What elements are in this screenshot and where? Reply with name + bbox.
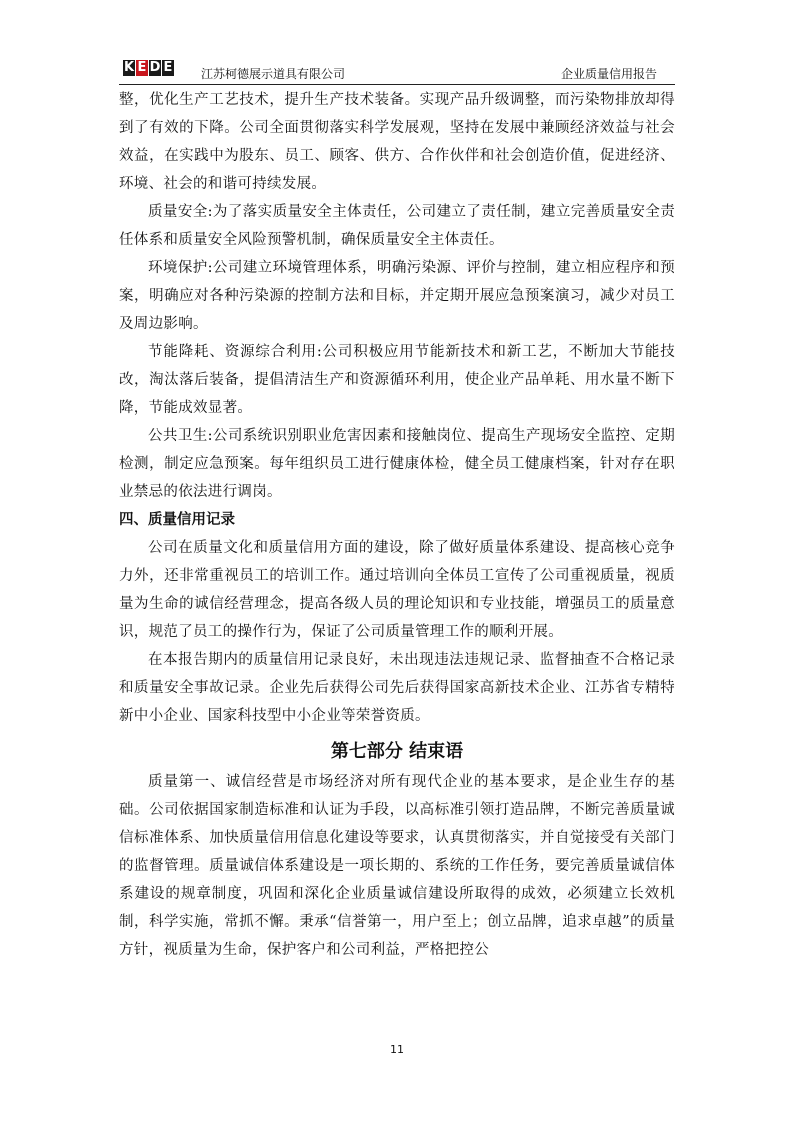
report-title: 企业质量信用报告 bbox=[560, 67, 657, 81]
paragraph-conclusion: 质量第一、诚信经营是市场经济对所有现代企业的基本要求，是企业生存的基础。公司依据国家制造标准和认证为手段，以高标准引领打造品牌，不断完善质量诚信标准体系、加快质量信用信息化建设等要求，认真贯彻落实，并自觉接受有关部门的监督管理。质量诚信体系建设是一项长期的、系统的工作任务，要完善质量诚信体系建设的规章制度，巩固和深化企业质量诚信建设所取得的成效，必须建立长效机制，科学实施，常抓不懈。秉承“信誉第一，用户至上；创立品牌，追求卓越”的质量方针，视质量为生命，保护客户和公司利益，严格把控公 bbox=[119, 774, 675, 958]
company-name: 江苏柯德展示道具有限公司 bbox=[201, 67, 346, 81]
logo-letter-e2: E bbox=[163, 60, 173, 75]
paragraph-quality-culture: 公司在质量文化和质量信用方面的建设，除了做好质量体系建设、提高核心竞争力外，还非常重视员工的培训工作。通过培训向全体员工宣传了公司重视质量，视质量为生命的诚信经营理念，提高各级人员的理论知识和专业技能，增强员工的质量意识，规范了员工的操作行为，保证了公司质量管理工作的顺利开展。 bbox=[119, 540, 675, 640]
logo-letter-e1: E bbox=[137, 60, 147, 75]
logo-letter-d: D bbox=[149, 60, 161, 75]
paragraph-energy-saving: 节能降耗、资源综合利用:公司积极应用节能新技术和新工艺，不断加大节能技改，淘汰落后装备，提倡清洁生产和资源循环利用，使企业产品单耗、用水量不断下降，节能成效显著。 bbox=[119, 344, 675, 416]
part-heading-conclusion: 第七部分 结束语 bbox=[330, 741, 464, 762]
logo-letter-k: K bbox=[123, 60, 135, 75]
paragraph-environment: 环境保护:公司建立环境管理体系，明确污染源、评价与控制，建立相应程序和预案，明确应对各种污染源的控制方法和目标，并定期开展应急预案演习，减少对员工及周边影响。 bbox=[119, 260, 675, 332]
paragraph-credit-record: 在本报告期内的质量信用记录良好，未出现违法违规记录、监督抽查不合格记录和质量安全事故记录。企业先后获得公司先后获得国家高新技术企业、江苏省专精特新中小企业、国家科技型中小企业等荣誉资质。 bbox=[119, 652, 675, 724]
paragraph-public-health: 公共卫生:公司系统识别职业危害因素和接触岗位、提高生产现场安全监控、定期检测，制定应急预案。每年组织员工进行健康体检，健全员工健康档案，针对存在职业禁忌的依法进行调岗。 bbox=[119, 428, 675, 500]
section-heading-quality-credit: 四、质量信用记录 bbox=[119, 512, 235, 528]
page-body bbox=[119, 72, 675, 964]
paragraph-quality-safety: 质量安全:为了落实质量安全主体责任，公司建立了责任制，建立完善质量安全责任体系和质量安全风险预警机制，确保质量安全主体责任。 bbox=[119, 204, 675, 248]
paragraph-continuation: 整，优化生产工艺技术，提升生产技术装备。实现产品升级调整，而污染物排放却得到了有效的下降。公司全面贯彻落实科学发展观，坚持在发展中兼顾经济效益与社会效益，在实践中为股东、员工、顾客、供方、合作伙伴和社会创造价值，促进经济、环境、社会的和谐可持续发展。 bbox=[119, 92, 675, 192]
page-number: 11 bbox=[390, 1043, 404, 1056]
